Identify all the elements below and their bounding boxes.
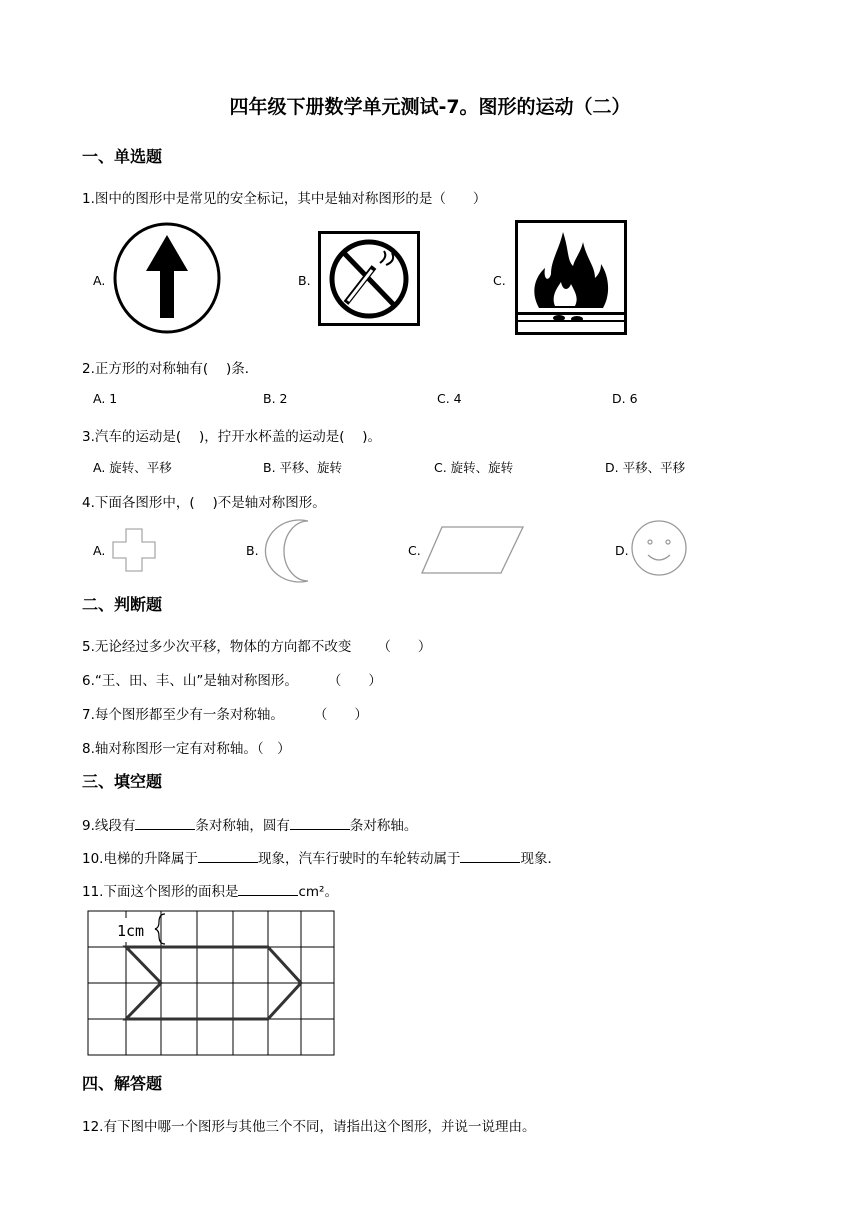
q1-option-a-label: A. <box>93 273 106 288</box>
question-5-answer-paren[interactable]: （ ） <box>377 639 432 655</box>
q1-option-c-label: C. <box>493 273 506 288</box>
q3-option-d[interactable]: D. 平移、平移 <box>605 460 686 475</box>
smiley-face-icon <box>630 519 688 577</box>
question-9-text-1: 9.线段有 <box>82 818 136 834</box>
question-10-blank-1[interactable] <box>198 848 258 863</box>
question-10-text-3: 现象． <box>520 851 561 867</box>
q3-option-c[interactable]: C. 旋转、旋转 <box>434 460 514 475</box>
question-9-text-2: 条对称轴，圆有 <box>195 818 290 834</box>
question-11-text-2: cm²。 <box>298 884 338 900</box>
question-9 <box>82 814 417 834</box>
section-heading-true-false: 二、判断题 <box>82 595 163 614</box>
question-4-text: 4.下面各图形中，( )不是轴对称图形。 <box>82 495 326 511</box>
q3-option-b[interactable]: B. 平移、旋转 <box>263 460 343 475</box>
q4-option-a-label: A. <box>93 543 106 558</box>
question-8-text: 8.轴对称图形一定有对称轴。（ ） <box>82 741 291 757</box>
q1-option-b-label: B. <box>298 273 311 288</box>
cross-shape-icon <box>111 527 157 573</box>
parallelogram-icon <box>420 525 526 575</box>
question-5 <box>82 635 431 655</box>
grid-unit-label: 1cm <box>117 922 145 940</box>
question-7 <box>82 703 368 723</box>
question-9-text-3: 条对称轴。 <box>349 818 418 834</box>
question-11-blank[interactable] <box>238 881 298 896</box>
question-7-text: 7.每个图形都至少有一条对称轴。 <box>82 707 284 723</box>
crescent-moon-icon <box>268 519 314 583</box>
section-heading-solve: 四、解答题 <box>82 1074 163 1093</box>
question-10 <box>82 847 561 867</box>
question-6-answer-paren[interactable]: （ ） <box>327 673 382 689</box>
q2-option-d[interactable]: D. 6 <box>612 391 638 406</box>
question-1-text: 1.图中的图形中是常见的安全标记，其中是轴对称图形的是（ ） <box>82 191 487 207</box>
question-6 <box>82 669 382 689</box>
question-10-blank-2[interactable] <box>460 848 520 863</box>
q4-option-b-label: B. <box>246 543 259 558</box>
area-grid-figure <box>87 910 337 1058</box>
up-arrow-sign-icon <box>112 221 222 335</box>
question-10-text-1: 10.电梯的升降属于 <box>82 851 198 867</box>
section-heading-fill-in: 三、填空题 <box>82 772 163 791</box>
fire-sign-icon <box>515 220 627 335</box>
q3-option-a[interactable]: A. 旋转、平移 <box>93 460 172 475</box>
question-11-text-1: 11.下面这个图形的面积是 <box>82 884 239 900</box>
question-11 <box>82 880 338 900</box>
question-10-text-2: 现象，汽车行驶时的车轮转动属于 <box>257 851 461 867</box>
q4-option-c-label: C. <box>408 543 421 558</box>
question-9-blank-2[interactable] <box>290 815 350 830</box>
q2-option-c[interactable]: C. 4 <box>437 391 462 406</box>
question-3-text: 3.汽车的运动是( )，拧开水杯盖的运动是( )。 <box>82 429 382 445</box>
question-7-answer-paren[interactable]: （ ） <box>313 707 368 723</box>
question-2-text: 2.正方形的对称轴有( )条． <box>82 361 259 377</box>
q2-option-b[interactable]: B. 2 <box>263 391 288 406</box>
page-title: 四年级下册数学单元测试-7。图形的运动（二） <box>229 96 631 118</box>
question-6-text: 6.“王、田、丰、山”是轴对称图形。 <box>82 673 298 689</box>
q2-option-a[interactable]: A. 1 <box>93 391 118 406</box>
q4-option-d-label: D. <box>615 543 629 558</box>
question-5-text: 5.无论经过多少次平移，物体的方向都不改变 <box>82 639 352 655</box>
no-smoking-sign-icon <box>318 231 420 326</box>
section-heading-single-choice: 一、单选题 <box>82 147 163 166</box>
question-12-text: 12.有下图中哪一个图形与其他三个不同，请指出这个图形，并说一说理由。 <box>82 1119 536 1135</box>
question-9-blank-1[interactable] <box>135 815 195 830</box>
